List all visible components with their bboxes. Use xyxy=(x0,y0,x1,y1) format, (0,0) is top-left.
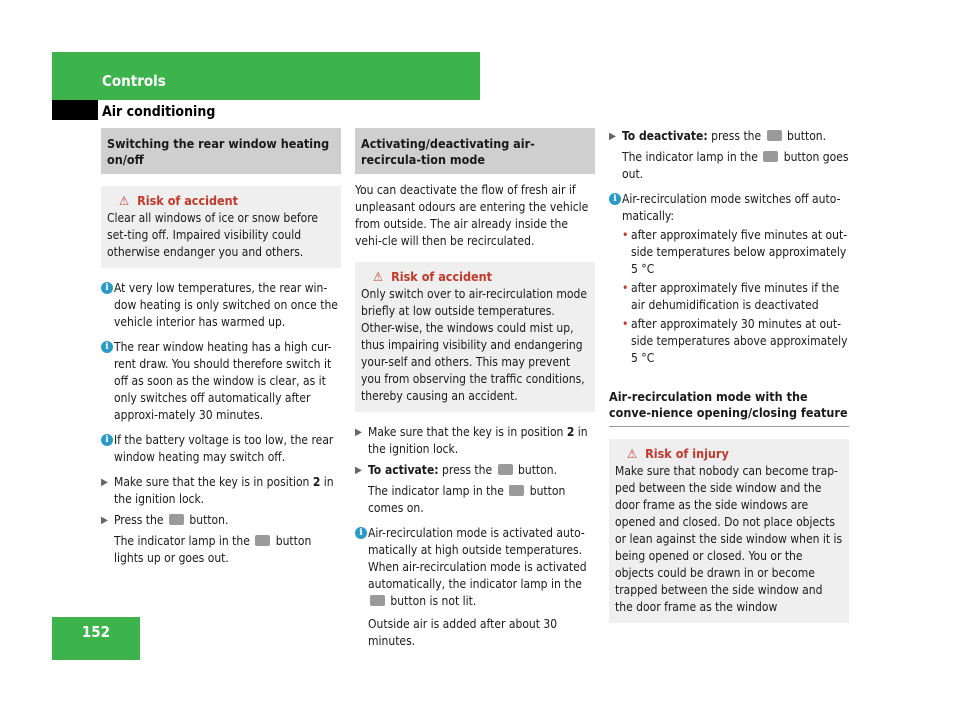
page-number: 152 xyxy=(81,623,111,641)
arrow-icon: ▶ xyxy=(101,515,108,526)
info-icon: i xyxy=(609,193,621,205)
recirculation-icon xyxy=(370,595,385,606)
heading-rear-window-heating: Switching the rear window heating on/off xyxy=(101,128,341,174)
warning-icon: ⚠ xyxy=(119,193,130,208)
recirculation-icon xyxy=(767,130,782,141)
intro-text: You can deactivate the flow of fresh air if unpleasant odours are entering the vehicle from outside. The air already inside the vehi-cle will then be recirculated. xyxy=(355,183,589,248)
column-1 xyxy=(101,128,341,575)
arrow-icon: ▶ xyxy=(609,131,616,142)
column-3 xyxy=(609,128,849,635)
warning-text: Only switch over to air-recirculation mode briefly at low outside temperatures. Other-wise, the windows could mist up, thus impairing visibility and endangering your-self and others. This may prevent you from observing the traffic conditions, thereby causing an accident. xyxy=(361,287,588,403)
header-marker xyxy=(52,100,98,120)
instruction-step: ▶ Press the button. xyxy=(101,513,229,527)
recirculation-icon xyxy=(509,485,524,496)
arrow-icon: ▶ xyxy=(355,427,362,438)
info-icon: i xyxy=(101,341,113,353)
warning-icon: ⚠ xyxy=(373,269,384,284)
arrow-icon: ▶ xyxy=(101,477,108,488)
warning-title: Risk of accident xyxy=(391,269,493,284)
rear-defrost-icon xyxy=(255,535,270,546)
warning-text: Clear all windows of ice or snow before set-ting off. Impaired visibility could otherwise endanger you and others. xyxy=(107,211,319,259)
info-note: i Air-recirculation mode switches off auto-matically: xyxy=(609,191,849,225)
arrow-icon: ▶ xyxy=(355,465,362,476)
list-item: • after approximately 30 minutes at out-side temperatures above approximately 5 °C xyxy=(622,317,848,365)
recirculation-icon xyxy=(763,151,778,162)
instruction-step: ▶ Make sure that the key is in position 2 in the ignition lock. xyxy=(355,425,588,456)
instruction-result: The indicator lamp in the button lights up or goes out. xyxy=(114,534,312,565)
bullet-icon: • xyxy=(622,317,629,331)
recirculation-icon xyxy=(498,464,513,475)
rear-defrost-icon xyxy=(169,514,184,525)
info-note: i The rear window heating has a high cur-rent draw. You should therefore switch it off as soon as the window is clear, as it only switches off automatically after approxi-mately 30 minutes. xyxy=(101,339,341,424)
instruction-result: The indicator lamp in the button goes out. xyxy=(622,150,849,181)
warning-box xyxy=(609,439,849,623)
info-icon: i xyxy=(101,282,113,294)
instruction-result: The indicator lamp in the button comes on. xyxy=(368,484,566,515)
instruction-step: ▶ To activate: press the button. xyxy=(355,463,558,477)
info-icon: i xyxy=(355,527,367,539)
bullet-icon: • xyxy=(622,228,629,242)
info-note: i If the battery voltage is too low, the rear window heating may switch off. xyxy=(101,432,341,466)
heading-convenience-feature: Air-recirculation mode with the conve-nience opening/closing feature xyxy=(609,389,849,427)
bullet-icon: • xyxy=(622,281,629,295)
instruction-step: ▶ To deactivate: press the button. xyxy=(609,129,827,143)
warning-box xyxy=(101,186,341,268)
section-title: Controls xyxy=(102,72,166,90)
warning-title: Risk of accident xyxy=(137,193,239,208)
list-item: • after approximately five minutes if the air dehumidification is deactivated xyxy=(622,281,840,312)
list-item: • after approximately five minutes at out-side temperatures below approximately 5 °C xyxy=(622,228,848,276)
info-note: i At very low temperatures, the rear win-dow heating is only switched on once the vehicle interior has warmed up. xyxy=(101,280,341,331)
warning-title: Risk of injury xyxy=(645,446,729,461)
subsection-title: Air conditioning xyxy=(102,104,216,120)
warning-text: Make sure that nobody can become trap-ped between the side window and the door frame as the side windows are opened and closed. Do not place objects or lean against the side window when it is being opened or closed. You or the objects could be drawn in or become trapped between the side window and the door frame as the window xyxy=(615,464,843,614)
column-2 xyxy=(355,128,595,658)
instruction-step: ▶ Make sure that the key is in position 2 in the ignition lock. xyxy=(101,475,334,506)
warning-icon: ⚠ xyxy=(627,446,638,461)
heading-air-recirculation: Activating/deactivating air-recircula-tion mode xyxy=(355,128,595,174)
info-note: i Air-recirculation mode is activated auto-matically at high outside temperatures. When air-recirculation mode is activated automatically, the indicator lamp in the button is not lit. Outside air is added after about 30 minutes. xyxy=(355,525,595,650)
warning-box xyxy=(355,262,595,412)
info-icon: i xyxy=(101,434,113,446)
